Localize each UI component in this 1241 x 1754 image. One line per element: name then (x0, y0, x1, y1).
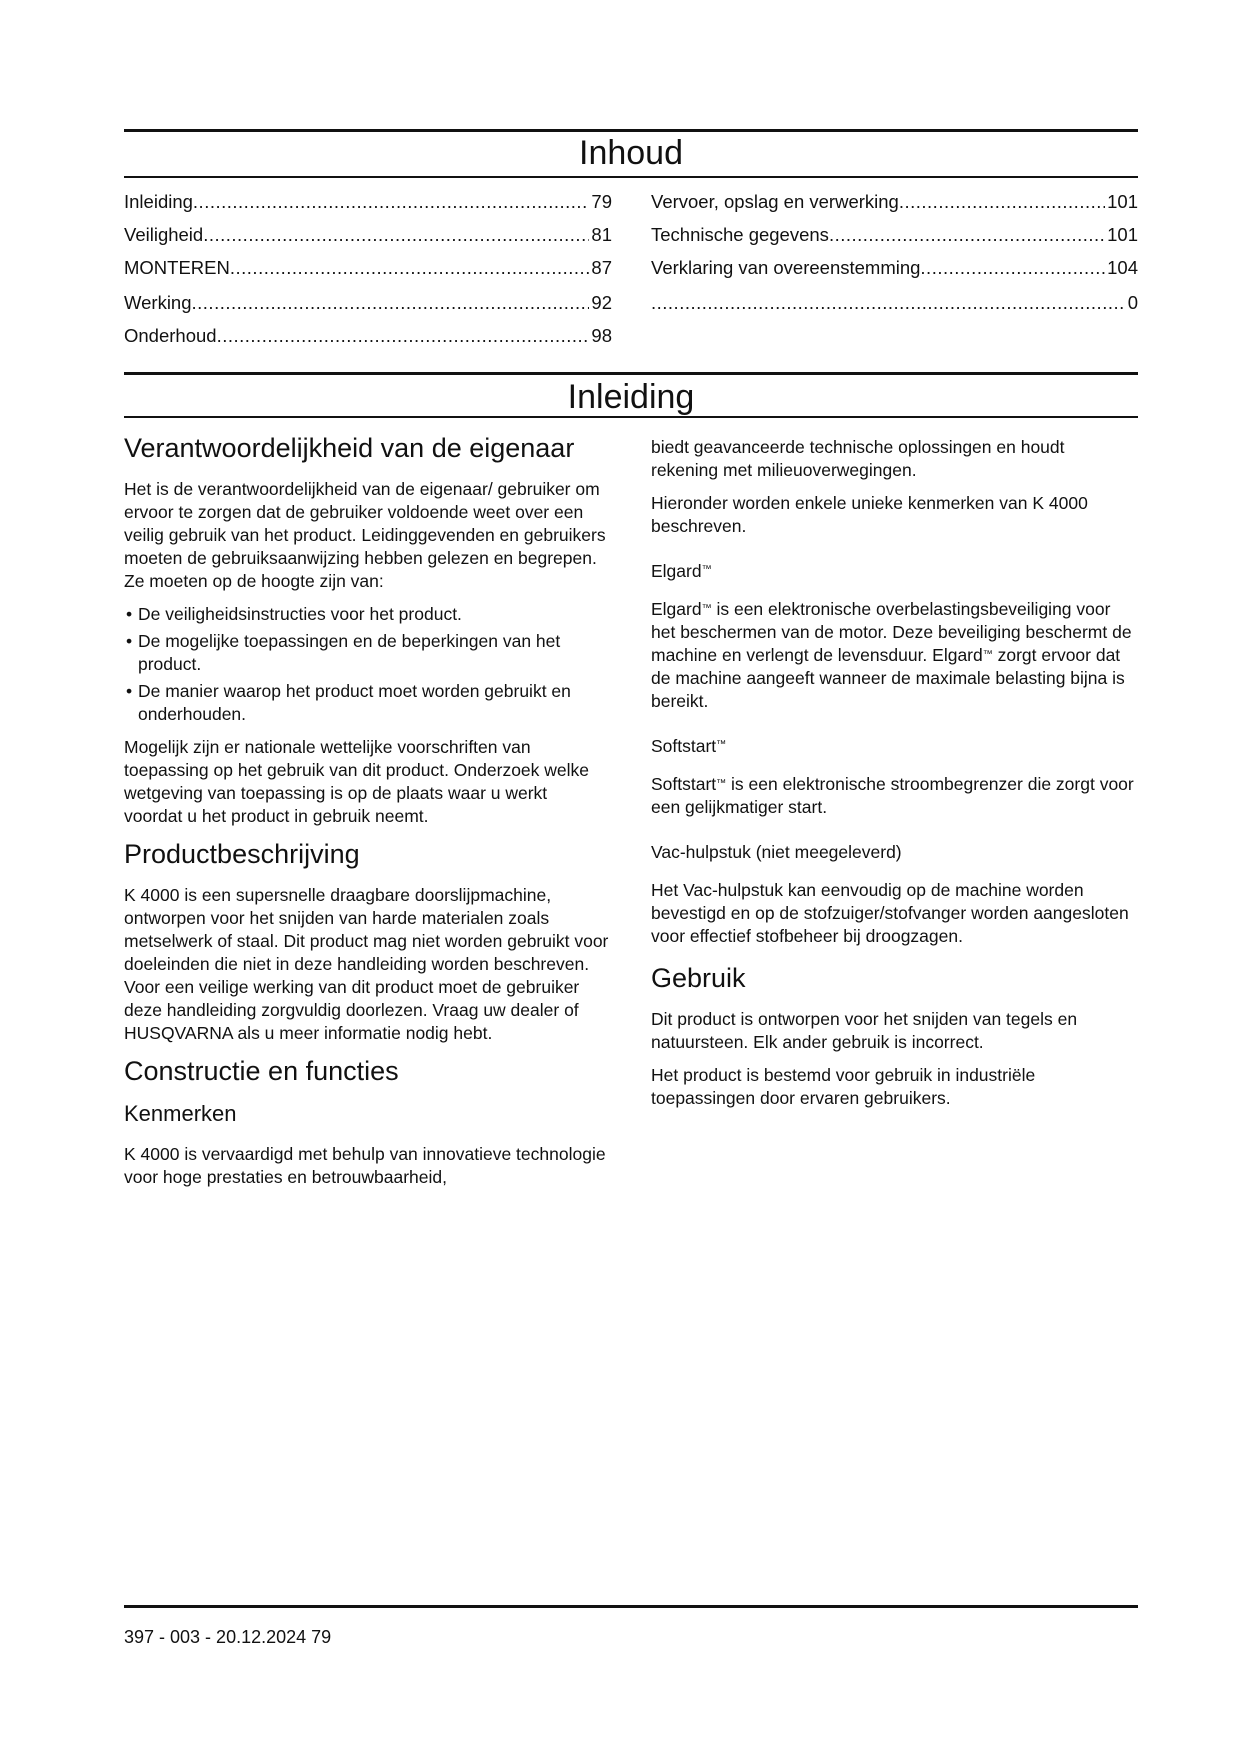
toc-top-rule (124, 129, 1138, 132)
usage-heading: Gebruik (651, 963, 746, 993)
product-heading: Productbeschrijving (124, 839, 360, 869)
softstart-paragraph: Softstart™ is een elektronische stroombegrenzer die zorgt voor een gelijkmatiger start. (651, 774, 1134, 817)
intro-top-rule (124, 372, 1138, 375)
owner-paragraph: Het is de verantwoordelijkheid van de eigenaar/ gebruiker om ervoor te zorgen dat de gebruiker voldoende weet over een veilig gebruik van het product. Leidinggevenden en gebruikers moeten de gebruiksaanwijzing hebben gelezen en begrepen. Ze moeten op de hoogte zijn van: (124, 479, 606, 591)
toc-entry-monteren[interactable]: MONTEREN ..... 87 (124, 257, 612, 279)
toc-entry-vervoer[interactable]: Vervoer, opslag en verwerking ..... 101 (651, 191, 1138, 213)
owner-heading: Verantwoordelijkheid van de eigenaar (124, 433, 575, 463)
toc-bottom-rule (124, 176, 1138, 178)
list-item: • De manier waarop het product moet worden gebruikt en onderhouden. (124, 680, 609, 726)
vac-paragraph: Het Vac-hulpstuk kan eenvoudig op de machine worden bevestigd en op de stofzuiger/stofvanger worden aangesloten voor effectief stofbeheer bij droogzagen. (651, 880, 1129, 946)
owner-legal-paragraph: Mogelijk zijn er nationale wettelijke voorschriften van toepassing op het gebruik van dit product. Onderzoek welke wetgeving van toepassing is op de plaats waar u werkt voordat u het product in gebruik neemt. (124, 737, 590, 826)
construction-heading: Constructie en functies (124, 1056, 399, 1086)
toc-entry-inleiding[interactable]: Inleiding ..... 79 (124, 191, 612, 213)
list-item: • De mogelijke toepassingen en de beperkingen van het product. (124, 630, 609, 676)
intro-title: Inleiding (567, 378, 695, 416)
features-subheading: Kenmerken (124, 1101, 237, 1126)
intro-bottom-rule (124, 416, 1138, 418)
softstart-heading: Softstart™ (651, 736, 727, 756)
usage-paragraph: Dit product is ontworpen voor het snijden van tegels en natuursteen. Elk ander gebruik is incorrect. (651, 1009, 1078, 1052)
right-column (651, 436, 1136, 1120)
left-column (124, 432, 609, 1199)
toc-entry-technische-gegevens[interactable]: Technische gegevens ..... 101 (651, 224, 1138, 246)
elgard-heading: Elgard™ (651, 561, 712, 581)
page-footer: 397 - 003 - 20.12.2024 79 (124, 1627, 332, 1647)
features-paragraph: K 4000 is vervaardigd met behulp van innovatieve technologie voor hoge prestaties en betrouwbaarheid, (124, 1144, 606, 1187)
product-paragraph: K 4000 is een supersnelle draagbare doorslijpmachine, ontworpen voor het snijden van harde materialen zoals metselwerk of staal. Dit product mag niet worden gebruikt voor doeleinden die niet in deze handleiding worden beschreven. Voor een veilige werking van dit product moet de gebruiker deze handleiding zorgvuldig doorlezen. Vraag uw dealer of HUSQVARNA als u meer informatie nodig hebt. (124, 885, 609, 1043)
list-item: • De veiligheidsinstructies voor het product. (124, 603, 609, 626)
toc-entry-verklaring[interactable]: Verklaring van overeenstemming ..... 104 (651, 257, 1138, 279)
toc-title: Inhoud (579, 134, 683, 172)
footer-rule (124, 1605, 1138, 1608)
owner-bullet-list (124, 603, 609, 726)
features-paragraph-continued: biedt geavanceerde technische oplossingen en houdt rekening met milieuoverwegingen. (651, 437, 1065, 480)
vac-heading: Vac-hulpstuk (niet meegeleverd) (651, 842, 902, 862)
usage-industrial-paragraph: Het product is bestemd voor gebruik in industriële toepassingen door ervaren gebruikers. (651, 1065, 1036, 1108)
features-intro-paragraph: Hieronder worden enkele unieke kenmerken van K 4000 beschreven. (651, 493, 1088, 536)
toc-entry-werking[interactable]: Werking ..... 92 (124, 292, 612, 314)
toc-entry-empty[interactable]: ..... 0 (651, 292, 1138, 314)
elgard-paragraph: Elgard™ is een elektronische overbelastingsbeveiliging voor het beschermen van de motor. Deze beveiliging beschermt de machine en verlengt de levensduur. Elgard™ zorgt ervoor dat de machine aangeeft wanneer de maximale belasting bijna is bereikt. (651, 599, 1132, 711)
toc-entry-veiligheid[interactable]: Veiligheid ..... 81 (124, 224, 612, 246)
toc-entry-onderhoud[interactable]: Onderhoud ..... 98 (124, 325, 612, 347)
